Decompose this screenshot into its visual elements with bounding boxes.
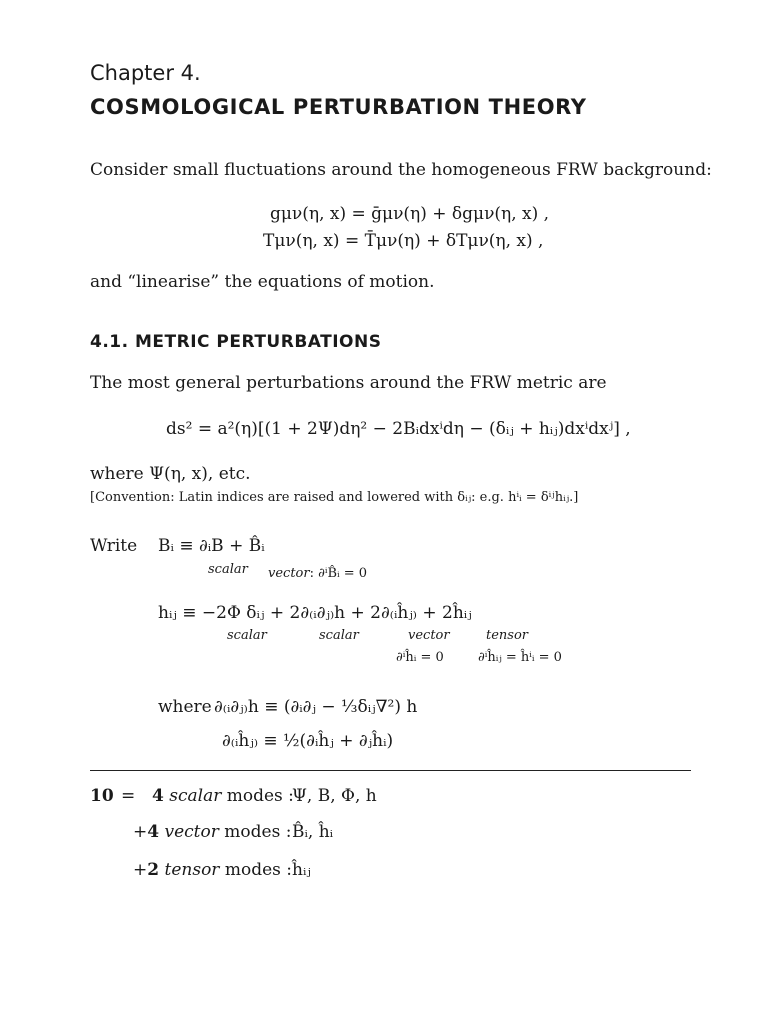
label-tensor: tensor xyxy=(486,628,529,643)
convention-note: [Convention: Latin indices are raised and lowered with δᵢⱼ: e.g. hⁱᵢ = δⁱʲhᵢⱼ.] xyxy=(90,490,579,505)
vector-condition: ∂ⁱĥᵢ = 0 xyxy=(396,650,444,665)
modes-equals: = xyxy=(121,786,136,806)
chapter-label: Chapter 4. xyxy=(90,61,201,85)
tensor-condition: ∂ⁱĥᵢⱼ = ĥⁱᵢ = 0 xyxy=(478,650,562,665)
tensor-fields: ĥᵢⱼ xyxy=(292,860,311,880)
scalar-kind: scalar xyxy=(169,786,222,806)
write-label: Write xyxy=(90,536,138,556)
tensor-kind: tensor xyxy=(164,860,220,880)
scalar-count: 4 xyxy=(152,786,164,806)
tensor-modes-word: modes : xyxy=(224,860,292,880)
vector-prefix: + xyxy=(133,822,148,842)
label-vector-B xyxy=(268,562,367,581)
label-vector: vector xyxy=(408,628,450,643)
label-vector-B-condition: : ∂ⁱB̂ᵢ = 0 xyxy=(309,566,368,581)
chapter-title: COSMOLOGICAL PERTURBATION THEORY xyxy=(90,95,587,119)
vector-modes-word: modes : xyxy=(224,822,292,842)
vector-count: 4 xyxy=(147,822,160,842)
scalar-fields: Ψ, B, Φ, h xyxy=(292,786,377,806)
symmetrized-derivative-definition: ∂₍ᵢĥⱼ₎ ≡ ½(∂ᵢĥⱼ + ∂ⱼĥᵢ) xyxy=(222,731,394,751)
modes-total: 10 xyxy=(90,786,114,806)
modes-row-scalar xyxy=(152,786,294,806)
scalar-modes-word: modes : xyxy=(226,786,294,806)
label-scalar-B: scalar xyxy=(208,562,248,577)
modes-row-tensor xyxy=(133,860,292,880)
label-scalar-1: scalar xyxy=(227,628,267,643)
label-scalar-2: scalar xyxy=(319,628,359,643)
general-text: The most general perturbations around the FRW metric are xyxy=(90,373,607,393)
traceless-derivative-definition: ∂₍ᵢ∂ⱼ₎h ≡ (∂ᵢ∂ⱼ − ⅓δᵢⱼ∇²) h xyxy=(214,697,418,717)
B-decomposition: Bᵢ ≡ ∂ᵢB + B̂ᵢ xyxy=(158,536,265,556)
linearise-text: and “linearise” the equations of motion. xyxy=(90,272,435,292)
tensor-prefix: + xyxy=(133,860,148,880)
tensor-count: 2 xyxy=(147,860,160,880)
where-psi-text: where Ψ(η, x), etc. xyxy=(90,464,251,484)
h-decomposition: hᵢⱼ ≡ −2Φ δᵢⱼ + 2∂₍ᵢ∂ⱼ₎h + 2∂₍ᵢĥⱼ₎ + 2ĥᵢⱼ xyxy=(158,603,472,623)
line-element-equation: ds² = a²(η)[(1 + 2Ψ)dη² − 2Bᵢdxⁱdη − (δᵢⱼ + hᵢⱼ)dxⁱdxʲ] , xyxy=(166,419,631,439)
metric-equation: gμν(η, x) = ḡμν(η) + δgμν(η, x) , xyxy=(270,204,550,224)
section-heading: 4.1. METRIC PERTURBATIONS xyxy=(90,332,382,352)
vector-kind: vector xyxy=(164,822,219,842)
intro-text: Consider small fluctuations around the homogeneous FRW background: xyxy=(90,160,712,180)
where-label: where xyxy=(158,697,212,717)
label-vector-B-word: vector xyxy=(268,566,310,581)
stress-energy-equation: Tμν(η, x) = T̄μν(η) + δTμν(η, x) , xyxy=(263,231,544,251)
modes-row-vector xyxy=(133,822,291,842)
vector-fields: B̂ᵢ, ĥᵢ xyxy=(292,822,334,842)
divider-rule xyxy=(90,770,691,771)
